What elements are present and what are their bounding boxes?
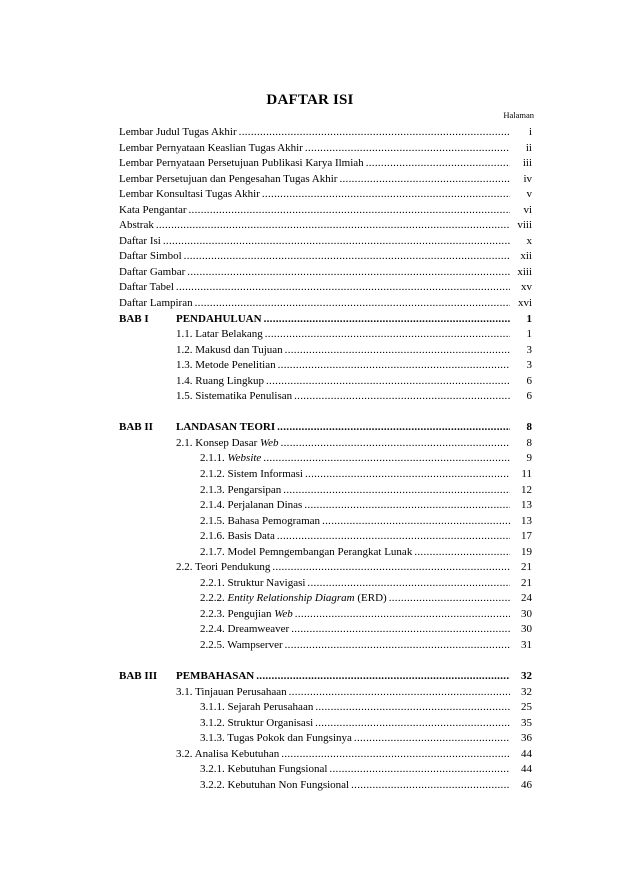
toc-entry[interactable]: 2.2. Teori Pendukung ..... 21: [119, 560, 532, 576]
toc-entry[interactable]: 2.1.6. Basis Data ..... 17: [119, 529, 532, 545]
chapter-number: BAB II: [119, 421, 153, 434]
toc-chapter-3[interactable]: BAB III PEMBAHASAN ..... 32: [119, 669, 532, 685]
toc-entry[interactable]: 2.2.2. Entity Relationship Diagram (ERD) ..... 24: [119, 591, 532, 607]
toc-entry[interactable]: 3.2.1. Kebutuhan Fungsional ..... 44: [119, 762, 532, 778]
chapter-title: PENDAHULUAN: [176, 312, 262, 325]
toc-entry[interactable]: 1.3. Metode Penelitian ..... 3: [119, 358, 532, 374]
toc-entry[interactable]: Lembar Konsultasi Tugas Akhir ..... v: [119, 187, 532, 203]
toc-entry[interactable]: Daftar Isi ..... x: [119, 234, 532, 250]
toc-entry[interactable]: Daftar Gambar ..... xiii: [119, 265, 532, 281]
toc-entry[interactable]: 1.5. Sistematika Penulisan ..... 6: [119, 389, 532, 405]
toc-entry[interactable]: 1.1. Latar Belakang ..... 1: [119, 327, 532, 343]
toc-entry[interactable]: 3.2. Analisa Kebutuhan ..... 44: [119, 747, 532, 763]
toc-entry[interactable]: 1.4. Ruang Lingkup ..... 6: [119, 374, 532, 390]
toc-entry[interactable]: Abstrak ..... viii: [119, 218, 532, 234]
toc-entry[interactable]: 2.1. Konsep Dasar Web ..... 8: [119, 436, 532, 452]
toc-entry[interactable]: 2.1.1. Website ..... 9: [119, 451, 532, 467]
toc-entry[interactable]: 2.2.1. Struktur Navigasi ..... 21: [119, 576, 532, 592]
toc-entry[interactable]: 2.2.5. Wampserver ..... 31: [119, 638, 532, 654]
toc-entry[interactable]: Lembar Pernyataan Persetujuan Publikasi Karya Ilmiah ..... iii: [119, 156, 532, 172]
toc-entry[interactable]: 2.2.3. Pengujian Web ..... 30: [119, 607, 532, 623]
page-column-header: Halaman: [503, 110, 534, 120]
toc-entry[interactable]: 3.1. Tinjauan Perusahaan ..... 32: [119, 685, 532, 701]
chapter-title: PEMBAHASAN: [176, 670, 255, 683]
toc-entry[interactable]: Kata Pengantar ..... vi: [119, 203, 532, 219]
toc-entry[interactable]: 2.1.3. Pengarsipan ..... 12: [119, 483, 532, 499]
chapter-number: BAB I: [119, 312, 149, 325]
toc-entry[interactable]: Daftar Simbol ..... xii: [119, 249, 532, 265]
chapter-title: LANDASAN TEORI: [176, 421, 276, 434]
toc-entry[interactable]: 3.2.2. Kebutuhan Non Fungsional ..... 46: [119, 778, 532, 794]
toc-entry[interactable]: Lembar Judul Tugas Akhir ..... i: [119, 125, 532, 141]
toc-entry[interactable]: Daftar Lampiran ..... xvi: [119, 296, 532, 312]
chapter-number: BAB III: [119, 670, 158, 683]
toc-entry[interactable]: 1.2. Makusd dan Tujuan ..... 3: [119, 343, 532, 359]
toc-chapter-1[interactable]: BAB I PENDAHULUAN ..... 1: [119, 312, 532, 328]
toc-entry[interactable]: Lembar Pernyataan Keaslian Tugas Akhir ..... ii: [119, 141, 532, 157]
table-of-contents: [119, 125, 532, 793]
toc-entry[interactable]: 3.1.2. Struktur Organisasi ..... 35: [119, 716, 532, 732]
toc-chapter-2[interactable]: BAB II LANDASAN TEORI ..... 8: [119, 420, 532, 436]
toc-entry[interactable]: 3.1.3. Tugas Pokok dan Fungsinya ..... 36: [119, 731, 532, 747]
toc-entry[interactable]: Lembar Persetujuan dan Pengesahan Tugas Akhir ..... iv: [119, 172, 532, 188]
toc-entry[interactable]: 3.1.1. Sejarah Perusahaan ..... 25: [119, 700, 532, 716]
toc-entry[interactable]: 2.1.2. Sistem Informasi ..... 11: [119, 467, 532, 483]
toc-entry[interactable]: 2.1.7. Model Pemngembangan Perangkat Lunak ..... 19: [119, 545, 532, 561]
page-title: DAFTAR ISI: [266, 92, 354, 108]
toc-entry[interactable]: 2.2.4. Dreamweaver ..... 30: [119, 622, 532, 638]
toc-entry[interactable]: 2.1.4. Perjalanan Dinas ..... 13: [119, 498, 532, 514]
toc-entry[interactable]: 2.1.5. Bahasa Pemograman ..... 13: [119, 514, 532, 530]
toc-entry[interactable]: Daftar Tabel ..... xv: [119, 280, 532, 296]
